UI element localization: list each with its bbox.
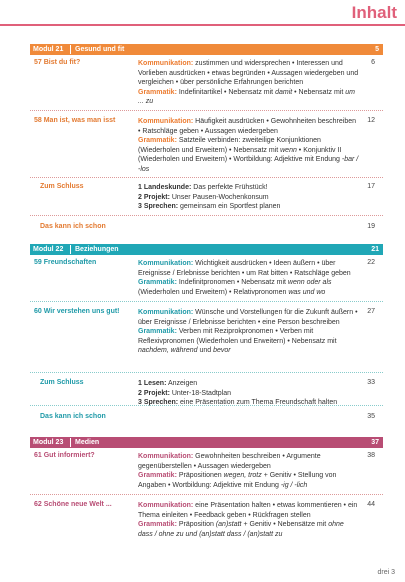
grammatik-text: • Konjunktiv II (Wiederholen und Erweitern) • Wortbildung: Adjektive mit Endung: [138, 146, 342, 163]
module-23-bar: [30, 437, 383, 448]
item-number: 1: [138, 380, 142, 387]
module-separator: [70, 245, 71, 254]
item-label: Sprechen:: [141, 399, 179, 406]
item-text: Anzeigen: [166, 380, 198, 387]
item-label: Projekt:: [141, 389, 170, 397]
divider: [30, 405, 383, 406]
item-number: 3: [138, 203, 142, 210]
lesson-description: [138, 501, 360, 539]
divider: [30, 372, 383, 373]
item-text: Das perfekte Frühstück!: [191, 184, 268, 191]
module-page: 37: [371, 439, 379, 446]
kommunikation-text: Wichtigkeit ausdrücken • Ideen äußern • über Ereignisse / Erlebnisse berichten • um Rat bitten • Ratschläge geben: [138, 260, 351, 277]
lesson-description: [138, 117, 360, 174]
divider: [30, 110, 383, 111]
lesson-title: 62 Schöne neue Welt ...: [34, 501, 112, 508]
item-number: 1: [138, 184, 142, 191]
module-label: Modul 22: [33, 246, 64, 253]
lesson-description: [138, 183, 360, 212]
item-number: 2: [138, 193, 142, 201]
lesson-page: 19: [367, 223, 375, 230]
lesson-title: Das kann ich schon: [40, 413, 106, 420]
item-label: Projekt:: [141, 193, 170, 201]
module-title: Gesund und fit: [75, 46, 125, 53]
grammatik-text: Verben mit Reziprokpronomen • Verben mit Reflexivpronomen (Wiederholen und Erweitern) • Nebensatz mit: [138, 328, 337, 345]
lesson-page: 33: [367, 379, 375, 386]
lesson-description: [138, 59, 360, 107]
lesson-page: 22: [367, 259, 375, 266]
kommunikation-label: Kommunikation:: [138, 453, 194, 460]
lesson-page: 27: [367, 308, 375, 315]
item-label: Landeskunde:: [141, 184, 192, 191]
item-text: gemeinsam ein Sportfest planen: [178, 203, 281, 210]
grammatik-italic: damit: [275, 88, 293, 96]
kommunikation-label: Kommunikation:: [138, 260, 194, 267]
grammatik-label: Grammatik:: [138, 137, 177, 144]
lesson-description: [138, 452, 360, 490]
module-separator: [70, 438, 71, 447]
grammatik-italic: (an)statt: [215, 521, 242, 528]
kommunikation-text: zustimmen und widersprechen • Interessen und Vorlieben ausdrücken • etwas begründen • Aussagen wiedergeben und vergleichen • über persönliche Erfahrungen berichten: [138, 60, 359, 86]
item-label: Sprechen:: [141, 203, 179, 210]
grammatik-text: und: [197, 347, 214, 354]
kommunikation-text: Häufigkeit ausdrücken • Gewohnheiten beschreiben • Ratschläge geben • Aussagen wiedergeben: [138, 118, 357, 135]
grammatik-italic: -bar / -los: [138, 156, 359, 173]
item-text: Unser Pausen-Wochenkonsum: [169, 193, 269, 201]
lesson-page: 44: [367, 501, 375, 508]
divider: [30, 215, 383, 216]
grammatik-italic: wenn: [280, 146, 297, 154]
kommunikation-text: Gewohnheiten beschreiben • Argumente gegenüberstellen • Aussagen wiedergeben: [138, 453, 321, 470]
lesson-page: 35: [367, 413, 375, 420]
lesson-title: 61 Gut informiert?: [34, 452, 95, 459]
item-text: eine Präsentation zum Thema Freundschaft halten: [178, 399, 338, 406]
kommunikation-label: Kommunikation:: [138, 502, 194, 509]
lesson-description: [138, 379, 360, 408]
kommunikation-label: Kommunikation:: [138, 309, 194, 316]
item-number: 3: [138, 399, 142, 406]
module-separator: [70, 45, 71, 54]
item-number: 2: [138, 389, 142, 397]
kommunikation-text: eine Präsentation halten • etwas kommentieren • ein Thema einleiten • Feedback geben • Rückfragen stellen: [138, 502, 358, 519]
grammatik-label: Grammatik:: [138, 88, 177, 96]
module-label: Modul 23: [33, 439, 64, 446]
grammatik-italic: ohne dass / ohne zu und (an)statt dass / (an)statt zu: [138, 521, 344, 538]
grammatik-italic: wegen, trotz: [223, 472, 262, 479]
kommunikation-label: Kommunikation:: [138, 60, 194, 67]
kommunikation-label: Kommunikation:: [138, 118, 194, 125]
grammatik-label: Grammatik:: [138, 472, 177, 479]
grammatik-text: Indefinitpronomen • Nebensatz mit: [176, 279, 288, 286]
grammatik-text: • Nebensatz mit: [292, 88, 346, 96]
grammatik-label: Grammatik:: [138, 521, 177, 528]
grammatik-text: + Genitiv • Nebensätze mit: [241, 521, 329, 528]
lesson-page: 38: [367, 452, 375, 459]
module-title: Beziehungen: [75, 246, 119, 253]
lesson-description: [138, 259, 360, 297]
divider: [30, 301, 383, 302]
lesson-title: Das kann ich schon: [40, 223, 106, 230]
module-label: Modul 21: [33, 46, 64, 53]
grammatik-italic: was und wo: [288, 288, 326, 296]
grammatik-text: Präpositionen: [176, 472, 224, 479]
page-footer: drei 3: [377, 569, 395, 576]
page-header: [0, 0, 405, 30]
item-text: Unter-18-Stadtplan: [169, 389, 232, 397]
header-rule: [0, 24, 405, 26]
grammatik-text: Präposition: [176, 521, 216, 528]
grammatik-label: Grammatik:: [138, 279, 177, 286]
grammatik-italic: wenn oder als: [287, 279, 332, 286]
lesson-title: Zum Schluss: [40, 379, 84, 386]
kommunikation-text: Wünsche und Vorstellungen für die Zukunft äußern • über Ereignisse / Erlebnisse berichten • eine Person beschreiben: [138, 309, 358, 326]
grammatik-italic: bevor: [213, 347, 231, 354]
lesson-title: 60 Wir verstehen uns gut!: [34, 308, 120, 315]
grammatik-text: (Wiederholen und Erweitern) • Relativpronomen: [138, 288, 289, 296]
lesson-title: Zum Schluss: [40, 183, 84, 190]
lesson-description: [138, 308, 360, 356]
divider: [30, 177, 383, 178]
module-page: 5: [375, 46, 379, 53]
grammatik-text: Satzteile verbinden: zweiteilige Konjunktionen (Wiederholen und Erweitern) • Nebensatz mit: [138, 137, 321, 154]
item-label: Lesen:: [141, 380, 167, 387]
lesson-title: 57 Bist du fit?: [34, 59, 81, 66]
module-21-bar: [30, 44, 383, 55]
module-22-bar: [30, 244, 383, 255]
lesson-title: 59 Freundschaften: [34, 259, 97, 266]
page-title: Inhalt: [351, 3, 397, 22]
grammatik-italic: nachdem, während: [138, 347, 198, 354]
lesson-page: 17: [367, 183, 375, 190]
lesson-title: 58 Man ist, was man isst: [34, 117, 116, 124]
lesson-page: 6: [371, 59, 375, 66]
grammatik-italic: -ig / -lich: [280, 481, 308, 489]
grammatik-text: + Genitiv • Stellung von Angaben • Wortbildung: Adjektive mit Endung: [138, 472, 337, 489]
lesson-page: 12: [367, 117, 375, 124]
divider: [30, 494, 383, 495]
module-page: 21: [371, 246, 379, 253]
module-title: Medien: [75, 439, 100, 446]
grammatik-text: Indefinitartikel • Nebensatz mit: [176, 88, 276, 96]
grammatik-label: Grammatik:: [138, 328, 177, 335]
grammatik-italic: um ... zu: [138, 88, 355, 105]
